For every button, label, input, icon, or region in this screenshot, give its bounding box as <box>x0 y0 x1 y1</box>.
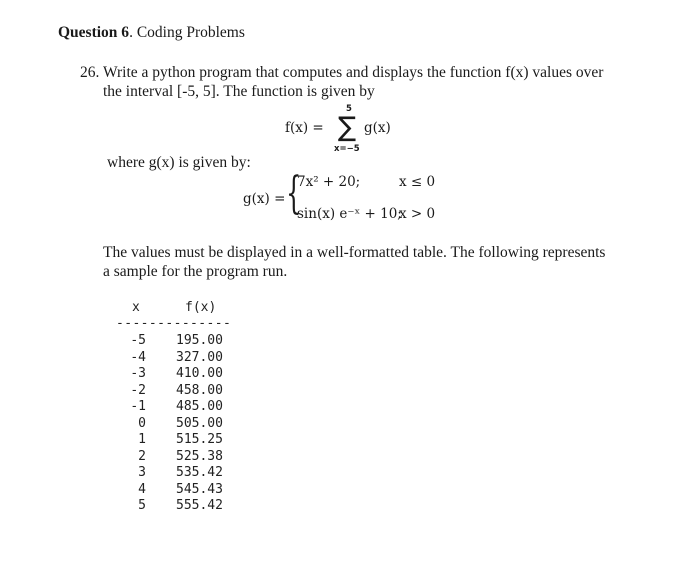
table-cell-x: 5 <box>138 498 146 513</box>
table-cell-x: -4 <box>130 349 146 365</box>
sigma-icon: ∑ <box>338 112 357 143</box>
formula-f-term: g(x) <box>364 120 391 136</box>
table-cell-x: -3 <box>130 366 146 381</box>
formula-g-lhs: g(x) = <box>243 191 286 207</box>
case1-expression: 7x² + 20; <box>297 174 361 190</box>
table-divider: -------------- <box>116 316 232 331</box>
table-cell-fx: 555.42 <box>176 498 223 513</box>
case2-condition: x > 0 <box>399 206 436 222</box>
formula-f-lhs: f(x) = <box>285 120 324 136</box>
case1-condition: x ≤ 0 <box>399 174 436 190</box>
table-cell-x: -5 <box>130 333 146 348</box>
sum-upper-limit: 5 <box>346 104 352 114</box>
table-cell-x: -2 <box>130 382 146 398</box>
table-cell-fx: 545.43 <box>176 481 223 497</box>
question-label: Question 6 <box>58 24 130 41</box>
question-heading <box>58 24 245 42</box>
problem-line-1: Write a python program that computes and displays the function f(x) values over <box>103 64 604 81</box>
table-cell-fx: 327.00 <box>176 349 223 365</box>
table-cell-x: 0 <box>138 415 146 431</box>
problem-number: 26. <box>80 64 100 81</box>
table-cell-x: 2 <box>138 448 146 464</box>
where-text: where g(x) is given by: <box>107 154 251 171</box>
question-title: . Coding Problems <box>129 24 245 41</box>
table-cell-fx: 515.25 <box>176 432 223 447</box>
table-cell-x: 3 <box>138 465 146 480</box>
table-cell-fx: 195.00 <box>176 333 223 348</box>
table-cell-fx: 525.38 <box>176 448 223 464</box>
table-cell-fx: 410.00 <box>176 366 223 381</box>
case2-expression: sin(x) e⁻ˣ + 10; <box>297 206 402 222</box>
table-header-fx: f(x) <box>185 300 217 315</box>
table-cell-fx: 505.00 <box>176 415 223 431</box>
brace-icon: { <box>286 168 302 219</box>
table-header-x: x <box>132 300 140 315</box>
table-cell-fx: 458.00 <box>176 382 223 398</box>
table-cell-fx: 535.42 <box>176 465 223 480</box>
problem-line-2: the interval [-5, 5]. The function is given by <box>103 83 375 100</box>
table-description-line-2: a sample for the program run. <box>103 263 288 280</box>
table-cell-x: 4 <box>138 481 146 497</box>
table-cell-x: -1 <box>130 399 146 414</box>
table-cell-x: 1 <box>138 432 146 447</box>
sum-lower-limit: x=−5 <box>334 144 360 154</box>
table-description-line-1: The values must be displayed in a well-formatted table. The following represents <box>103 244 606 261</box>
table-cell-fx: 485.00 <box>176 399 223 414</box>
